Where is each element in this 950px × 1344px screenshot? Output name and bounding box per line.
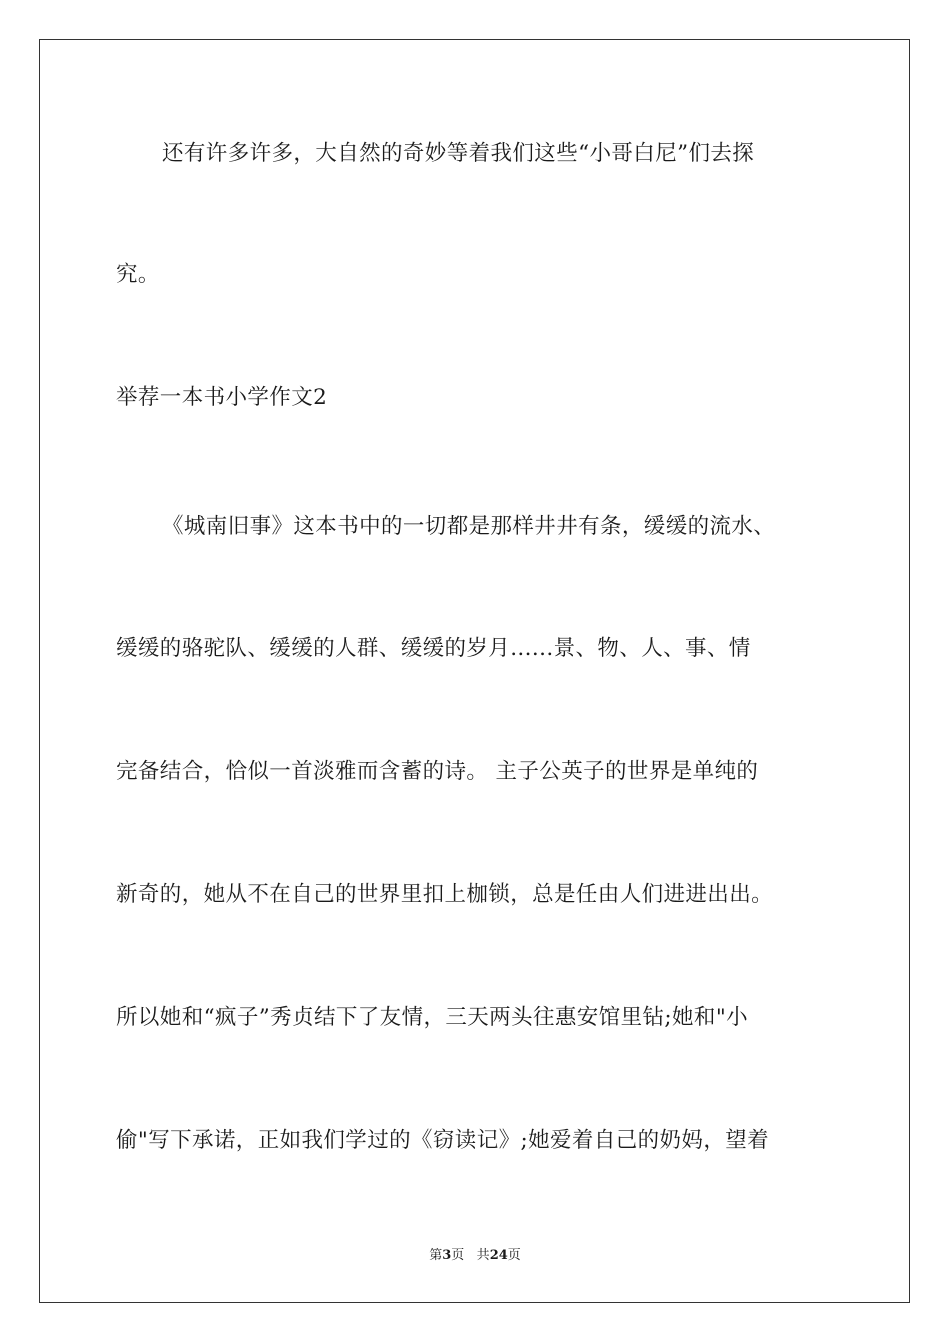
body-line-1: 还有许多许多，大自然的奇妙等着我们这些“小哥白尼”们去探 xyxy=(162,141,755,166)
body-line-4: 缓缓的骆驼队、缓缓的人群、缓缓的岁月......景、物、人、事、情 xyxy=(116,636,751,661)
body-line-7: 所以她和“疯子”秀贞结下了友情，三天两头往惠安馆里钻;她和"小 xyxy=(116,1005,749,1030)
page-border xyxy=(39,39,910,1303)
page-footer xyxy=(0,1248,950,1264)
total-pages: 24 xyxy=(489,1248,508,1263)
body-line-3: 《城南旧事》这本书中的一切都是那样井井有条，缓缓的流水、 xyxy=(162,514,776,539)
page-number: 3 xyxy=(442,1248,452,1263)
total-prefix: 共 xyxy=(476,1248,490,1263)
body-line-6: 新奇的，她从不在自己的世界里扣上枷锁，总是任由人们进进出出。 xyxy=(116,882,774,907)
section-heading: 举荐一本书小学作文2 xyxy=(116,385,328,410)
page-suffix: 页 xyxy=(451,1248,465,1263)
body-line-2: 究。 xyxy=(116,262,160,287)
page-prefix: 第 xyxy=(429,1248,443,1263)
body-line-5: 完备结合，恰似一首淡雅而含蓄的诗。 主子公英子的世界是单纯的 xyxy=(116,759,759,784)
body-line-8: 偷"写下承诺，正如我们学过的《窃读记》;她爱着自己的奶妈，望着 xyxy=(116,1128,770,1153)
total-suffix: 页 xyxy=(507,1248,521,1263)
